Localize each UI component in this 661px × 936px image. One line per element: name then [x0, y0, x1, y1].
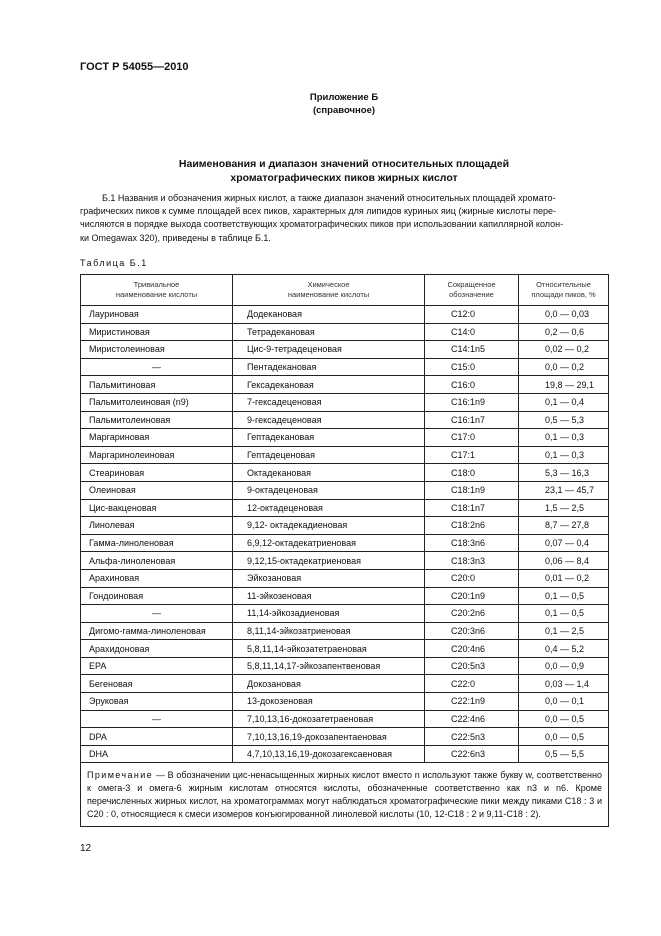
abbreviation-cell: С16:1n9	[425, 393, 519, 411]
chemical-name-cell: Октадекановая	[233, 464, 425, 482]
relative-area-cell: 8,7 — 27,8	[519, 517, 609, 535]
abbreviation-cell: С20:0	[425, 569, 519, 587]
relative-area-cell: 0,02 — 0,2	[519, 341, 609, 359]
trivial-name-cell: Пальмитолеиновая	[81, 411, 233, 429]
abbreviation-cell: С18:2n6	[425, 517, 519, 535]
header-abbreviation: Сокращенное обозначение	[425, 275, 519, 306]
relative-area-cell: 19,8 — 29,1	[519, 376, 609, 394]
trivial-name-cell: Пальмитиновая	[81, 376, 233, 394]
table-row	[81, 657, 609, 675]
annex-label: Приложение Б	[309, 92, 379, 103]
abbreviation-cell: С17:0	[425, 429, 519, 447]
abbreviation-cell: С18:1n9	[425, 481, 519, 499]
table-row	[81, 517, 609, 535]
table-row	[81, 499, 609, 517]
trivial-name-cell: —	[81, 605, 233, 623]
header-chemical-name: Химическое наименование кислоты	[233, 275, 425, 306]
abbreviation-cell: С15:0	[425, 358, 519, 376]
table-row	[81, 693, 609, 711]
abbreviation-cell: С22:0	[425, 675, 519, 693]
table-row	[81, 393, 609, 411]
trivial-name-cell: Маргариновая	[81, 429, 233, 447]
intro-paragraph	[80, 192, 610, 245]
chemical-name-cell: 7,10,13,16-докозатетраеновая	[233, 710, 425, 728]
trivial-name-cell: Лауриновая	[81, 306, 233, 324]
paragraph-line: числяются в порядке выхода соответствующих хроматографических пиков при использовании капиллярной колон-	[80, 219, 564, 230]
table-row	[81, 341, 609, 359]
chemical-name-cell: Гептадекановая	[233, 429, 425, 447]
chemical-name-cell: Цис-9-тетрадеценовая	[233, 341, 425, 359]
relative-area-cell: 0,1 — 0,3	[519, 429, 609, 447]
abbreviation-cell: С20:1n9	[425, 587, 519, 605]
chemical-name-cell: 11,14-эйкозадиеновая	[233, 605, 425, 623]
trivial-name-cell: Дигомо-гамма-линоленовая	[81, 622, 233, 640]
relative-area-cell: 0,1 — 0,4	[519, 393, 609, 411]
table-row	[81, 728, 609, 746]
table-row	[81, 376, 609, 394]
table-row	[81, 569, 609, 587]
table-row	[81, 552, 609, 570]
chemical-name-cell: Пентадекановая	[233, 358, 425, 376]
table-row	[81, 534, 609, 552]
relative-area-cell: 0,07 — 0,4	[519, 534, 609, 552]
table-row	[81, 710, 609, 728]
chemical-name-cell: Гептадеценовая	[233, 446, 425, 464]
relative-area-cell: 0,1 — 2,5	[519, 622, 609, 640]
abbreviation-cell: С20:4n6	[425, 640, 519, 658]
table-row	[81, 411, 609, 429]
relative-area-cell: 1,5 — 2,5	[519, 499, 609, 517]
abbreviation-cell: С18:3n3	[425, 552, 519, 570]
abbreviation-cell: С14:0	[425, 323, 519, 341]
relative-area-cell: 0,5 — 5,5	[519, 745, 609, 763]
chemical-name-cell: Тетрадекановая	[233, 323, 425, 341]
chemical-name-cell: 13-докозеновая	[233, 693, 425, 711]
section-title-line-2: хроматографических пиков жирных кислот	[230, 172, 458, 184]
trivial-name-cell: Цис-вакценовая	[81, 499, 233, 517]
relative-area-cell: 0,0 — 0,03	[519, 306, 609, 324]
relative-area-cell: 0,06 — 8,4	[519, 552, 609, 570]
chemical-name-cell: 5,8,11,14,17-эйкозапентвеновая	[233, 657, 425, 675]
abbreviation-cell: С18:0	[425, 464, 519, 482]
trivial-name-cell: Гондоиновая	[81, 587, 233, 605]
trivial-name-cell: Стеариновая	[81, 464, 233, 482]
trivial-name-cell: ЕРА	[81, 657, 233, 675]
chemical-name-cell: 7,10,13,16,19-докозапентаеновая	[233, 728, 425, 746]
trivial-name-cell: Олеиновая	[81, 481, 233, 499]
relative-area-cell: 5,3 — 16,3	[519, 464, 609, 482]
chemical-name-cell: 6,9,12-октадекатриеновая	[233, 534, 425, 552]
table-row	[81, 464, 609, 482]
table-row	[81, 323, 609, 341]
abbreviation-cell: С22:6n3	[425, 745, 519, 763]
chemical-name-cell: 4,7,10,13,16,19-докозагексаеновая	[233, 745, 425, 763]
trivial-name-cell: DPA	[81, 728, 233, 746]
relative-area-cell: 0,0 — 0,5	[519, 710, 609, 728]
abbreviation-cell: С14:1n5	[425, 341, 519, 359]
table-note-row	[81, 763, 609, 826]
relative-area-cell: 23,1 — 45,7	[519, 481, 609, 499]
trivial-name-cell: Миристолеиновая	[81, 341, 233, 359]
header-trivial-name: Тривиальное наименование кислоты	[81, 275, 233, 306]
relative-area-cell: 0,0 — 0,2	[519, 358, 609, 376]
chemical-name-cell: 9,12- октадекадиеновая	[233, 517, 425, 535]
table-row	[81, 605, 609, 623]
abbreviation-cell: С18:1n7	[425, 499, 519, 517]
relative-area-cell: 0,1 — 0,3	[519, 446, 609, 464]
trivial-name-cell: Эруковая	[81, 693, 233, 711]
chemical-name-cell: 9,12,15-октадекатриеновая	[233, 552, 425, 570]
table-header-row	[81, 275, 609, 306]
relative-area-cell: 0,01 — 0,2	[519, 569, 609, 587]
trivial-name-cell: Линолевая	[81, 517, 233, 535]
table-note: Примечание — В обозначении цис-ненасыщенных жирных кислот вместо n используют также букву w, соответственно к омега-3 и омега-6 жирным кислотам относятся кислоты, обозначенные соответственно как n3 и n6. Кроме перечисленных жирных кислот, на хроматограммах могут наблюдаться хроматографические пики между пиками С18 : 3 и С20 : 0, относящиеся к смеси изомеров конъюгированной линолевой кислоты (10, 12-С18 : 2 и 9,11-С18 : 2).	[81, 763, 609, 826]
abbreviation-cell: С22:5n3	[425, 728, 519, 746]
trivial-name-cell: Бегеновая	[81, 675, 233, 693]
abbreviation-cell: С17:1	[425, 446, 519, 464]
chemical-name-cell: 12-октадеценовая	[233, 499, 425, 517]
abbreviation-cell: С20:5n3	[425, 657, 519, 675]
trivial-name-cell: Миристиновая	[81, 323, 233, 341]
chemical-name-cell: 11-эйкозеновая	[233, 587, 425, 605]
relative-area-cell: 0,2 — 0,6	[519, 323, 609, 341]
relative-area-cell: 0,0 — 0,5	[519, 728, 609, 746]
table-row	[81, 481, 609, 499]
header-relative-area: Относительные площади пиков, %	[519, 275, 609, 306]
trivial-name-cell: Арахиновая	[81, 569, 233, 587]
table-row	[81, 306, 609, 324]
relative-area-cell: 0,1 — 0,5	[519, 587, 609, 605]
abbreviation-cell: С20:2n6	[425, 605, 519, 623]
paragraph-line: ки Omegawax 320), приведены в таблице Б.1.	[80, 232, 271, 243]
annex-heading	[80, 91, 608, 117]
abbreviation-cell: С22:4n6	[425, 710, 519, 728]
chemical-name-cell: 9-октадеценовая	[233, 481, 425, 499]
paragraph-line: графических пиков к сумме площадей всех пиков, характерных для липидов куриных яиц (жирные кислоты пере-	[80, 206, 557, 217]
abbreviation-cell: С16:1n7	[425, 411, 519, 429]
page-number: 12	[80, 843, 92, 854]
chemical-name-cell: 5,8,11,14-эйкозатетраеновая	[233, 640, 425, 658]
trivial-name-cell: DHA	[81, 745, 233, 763]
section-title	[80, 157, 608, 185]
abbreviation-cell: С16:0	[425, 376, 519, 394]
chemical-name-cell: 9-гексадеценовая	[233, 411, 425, 429]
abbreviation-cell: С18:3n6	[425, 534, 519, 552]
trivial-name-cell: Маргаринолеиновая	[81, 446, 233, 464]
relative-area-cell: 0,5 — 5,3	[519, 411, 609, 429]
table-row	[81, 446, 609, 464]
trivial-name-cell: —	[81, 710, 233, 728]
trivial-name-cell: Альфа-линоленовая	[81, 552, 233, 570]
trivial-name-cell: Гамма-линоленовая	[81, 534, 233, 552]
table-row	[81, 745, 609, 763]
relative-area-cell: 0,03 — 1,4	[519, 675, 609, 693]
paragraph-line: Б.1 Названия и обозначения жирных кислот, а также диапазон значений относительных площадей хромато-	[102, 193, 556, 203]
abbreviation-cell: С22:1n9	[425, 693, 519, 711]
table-row	[81, 358, 609, 376]
relative-area-cell: 0,1 — 0,5	[519, 605, 609, 623]
table-row	[81, 587, 609, 605]
table-row	[81, 429, 609, 447]
fatty-acids-table	[80, 274, 609, 827]
relative-area-cell: 0,0 — 0,1	[519, 693, 609, 711]
chemical-name-cell: Додекановая	[233, 306, 425, 324]
chemical-name-cell: 7-гексадеценовая	[233, 393, 425, 411]
chemical-name-cell: Гексадекановая	[233, 376, 425, 394]
chemical-name-cell: 8,11,14-эйкозатриеновая	[233, 622, 425, 640]
relative-area-cell: 0,4 — 5,2	[519, 640, 609, 658]
table-row	[81, 622, 609, 640]
annex-type: (справочное)	[312, 105, 376, 116]
relative-area-cell: 0,0 — 0,9	[519, 657, 609, 675]
table-caption: Таблица Б.1	[80, 258, 148, 268]
abbreviation-cell: С20:3n6	[425, 622, 519, 640]
chemical-name-cell: Эйкозановая	[233, 569, 425, 587]
section-title-line-1: Наименования и диапазон значений относительных площадей	[178, 158, 510, 170]
table-row	[81, 640, 609, 658]
trivial-name-cell: Пальмитолеиновая (n9)	[81, 393, 233, 411]
abbreviation-cell: С12:0	[425, 306, 519, 324]
table-row	[81, 675, 609, 693]
trivial-name-cell: Арахидоновая	[81, 640, 233, 658]
chemical-name-cell: Докозановая	[233, 675, 425, 693]
trivial-name-cell: —	[81, 358, 233, 376]
standard-number: ГОСТ Р 54055—2010	[80, 61, 189, 73]
